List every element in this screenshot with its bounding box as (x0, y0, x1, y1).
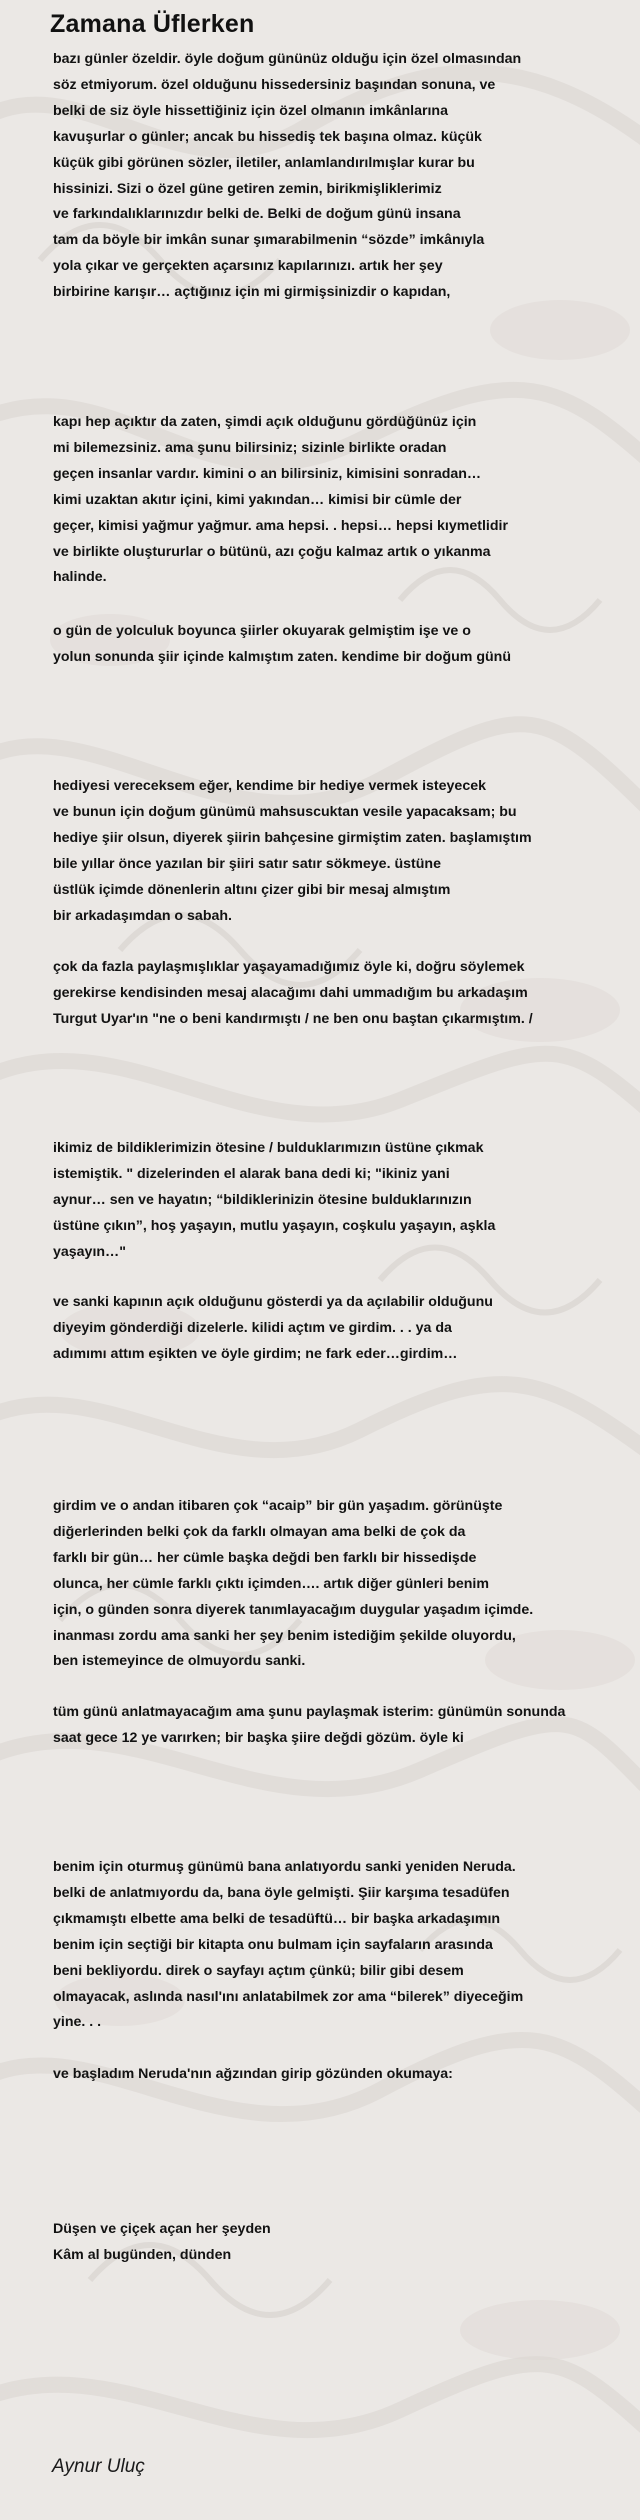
stanza-9 (53, 1700, 638, 1752)
poem-line: ve bunun için doğum günümü mahsuscuktan vesile yapacaksam; bu (53, 803, 517, 820)
poem-line: ve birlikte oluştururlar o bütünü, azı çoğu kalmaz artık o yıkanma (53, 543, 491, 560)
poem-line: ve farkındalıklarınızdır belki de. Belki de doğum günü insana (53, 206, 461, 223)
poem-line: ve başladım Neruda'nın ağzından girip gözünden okumaya: (53, 2066, 453, 2082)
poem-line: diyeyim gönderdiği dizelerle. kilidi açtım ve girdim. . . ya da (53, 1319, 452, 1336)
poem-line: kimi uzaktan akıtır içini, kimi yakından… kimisi bir cümle der (53, 491, 462, 508)
poem-line: Kâm al bugünden, dünden (53, 2246, 232, 2263)
stanza-10 (53, 1855, 638, 2036)
poem-line: çıkmamıştı elbette ama belki de tesadüftü… bir başka arkadaşımın (53, 1910, 501, 1927)
poem-line: çok da fazla paylaşmışlıklar yaşayamadığımız öyle ki, doğru söylemek (53, 959, 525, 975)
poem-line: hissinizi. Sizi o özel güne getiren zemin, birikmişliklerimiz (53, 180, 442, 197)
stanza-1 (53, 47, 638, 306)
poem-line: tüm günü anlatmayacağım ama şunu paylaşmak isterim: günümün sonunda (53, 1704, 566, 1720)
poem-line: saat gece 12 ye varırken; bir başka şiire değdi gözüm. öyle ki (53, 1729, 464, 1746)
stanza-2 (53, 410, 638, 591)
stanza-11 (53, 2062, 638, 2088)
poem-line: söz etmiyorum. özel olduğunu hissedersiniz başından sonuna, ve (53, 76, 496, 93)
poem-line: diğerlerinden belki çok da farklı olmayan ama belki de çok da (53, 1523, 466, 1540)
poem-line: olunca, her cümle farklı çıktı içimden…. artık diğer günleri benim (53, 1575, 489, 1592)
poem-line: birbirine karışır… açtığınız için mi girmişsinizdir o kapıdan, (53, 284, 451, 301)
poem-line: kavuşurlar o günler; ancak bu hissediş tek başına olmaz. küçük (53, 128, 482, 145)
poem-line: inanması zordu ama sanki her şey benim istediğim şekilde oluyordu, (53, 1627, 516, 1644)
poem-line: benim için seçtiği bir kitapta onu bulmam için sayfaların arasında (53, 1936, 493, 1953)
stanza-8 (53, 1494, 638, 1675)
poem-title: Zamana Üflerken (50, 10, 255, 38)
poem-line: Turgut Uyar'ın "ne o beni kandırmıştı / ne ben onu baştan çıkarmıştım. / (53, 1010, 533, 1027)
poem-line: ve sanki kapının açık olduğunu gösterdi ya da açılabilir olduğunu (53, 1294, 493, 1310)
poem-line: istemiştik. " dizelerinden el alarak bana dedi ki; "ikiniz yani (53, 1165, 450, 1182)
poem-line: bazı günler özeldir. öyle doğum gününüz olduğu için özel olmasından (53, 51, 522, 67)
poem-line: bile yıllar önce yazılan bir şiiri satır satır sökmeye. üstüne (53, 855, 441, 872)
poem-line: halinde. (53, 569, 107, 586)
poem-line: belki de siz öyle hissettiğiniz için özel olmanın imkânlarına (53, 102, 448, 119)
poem-line: kapı hep açıktır da zaten, şimdi açık olduğunu gördüğünüz için (53, 414, 477, 430)
stanza-6 (53, 1136, 638, 1266)
poem-line: üstlük içimde dönenlerin altını çizer gibi bir mesaj almıştım (53, 881, 451, 898)
poem-line: hediye şiir olsun, diyerek şiirin bahçesine girmiştim zaten. başlamıştım (53, 829, 532, 846)
poem-line: ikimiz de bildiklerimizin ötesine / bulduklarımızın üstüne çıkmak (53, 1140, 484, 1156)
stanza-12 (53, 2217, 638, 2269)
poem-line: küçük gibi görünen sözler, iletiler, anlamlandırılmışlar kurar bu (53, 154, 475, 171)
poem-line: benim için oturmuş günümü bana anlatıyordu sanki yeniden Neruda. (53, 1859, 516, 1875)
poem-line: olmayacak, aslında nasıl'ını anlatabilmek zor ama “bilerek” diyeceğim (53, 1988, 524, 2005)
poem-line: yaşayın…" (53, 1243, 126, 1260)
poem-line: yolun sonunda şiir içinde kalmıştım zaten. kendime bir doğum günü (53, 648, 512, 665)
stanza-4 (53, 774, 638, 929)
poem-line: yine. . . (53, 2014, 102, 2031)
poem-line: farklı bir gün… her cümle başka değdi ben farklı bir hissedişde (53, 1549, 477, 1566)
poem-line: girdim ve o andan itibaren çok “acaip” bir gün yaşadım. görünüşte (53, 1498, 503, 1514)
poem-line: geçen insanlar vardır. kimini o an bilirsiniz, kimisini sonradan… (53, 465, 482, 482)
poem-line: bir arkadaşımdan o sabah. (53, 907, 232, 924)
poem-line: o gün de yolculuk boyunca şiirler okuyarak gelmiştim işe ve o (53, 623, 471, 639)
poem-line: mi bilemezsiniz. ama şunu bilirsiniz; sizinle birlikte oradan (53, 439, 447, 456)
poem-line: hediyesi vereceksem eğer, kendime bir hediye vermek isteyecek (53, 778, 486, 794)
poem-line: aynur… sen ve hayatın; “bildiklerinizin ötesine bulduklarınızın (53, 1191, 472, 1208)
poem-line: için, o günden sonra diyerek tanımlayacağım duygular yaşadım içimde. (53, 1601, 534, 1618)
poem-line: gerekirse kendisinden mesaj alacağımı dahi ummadığım bu arkadaşım (53, 984, 528, 1001)
poem-line: adımımı attım eşikten ve öyle girdim; ne fark eder…girdim… (53, 1345, 458, 1362)
poem-line: beni bekliyordu. direk o sayfayı açtım çünkü; bilir gibi desem (53, 1962, 464, 1979)
poem-line: belki de anlatmıyordu da, bana öyle gelmişti. Şiir karşıma tesadüfen (53, 1884, 510, 1901)
stanza-7 (53, 1290, 638, 1368)
poem-line: Düşen ve çiçek açan her şeyden (53, 2221, 271, 2237)
stanza-5 (53, 955, 638, 1033)
author-signature: Aynur Uluç (52, 2456, 145, 2477)
poem-line: geçer, kimisi yağmur yağmur. ama hepsi. . hepsi… hepsi kıymetlidir (53, 517, 508, 534)
poem-line: tam da böyle bir imkân sunar şımarabilmenin “sözde” imkânıyla (53, 232, 485, 249)
stanza-3 (53, 619, 638, 671)
poem-line: üstüne çıkın”, hoş yaşayın, mutlu yaşayın, coşkulu yaşayın, aşkla (53, 1217, 496, 1234)
poem-line: yola çıkar ve gerçekten açarsınız kapılarınızı. artık her şey (53, 258, 443, 275)
poem-line: ben istemeyince de olmuyordu sanki. (53, 1653, 306, 1670)
